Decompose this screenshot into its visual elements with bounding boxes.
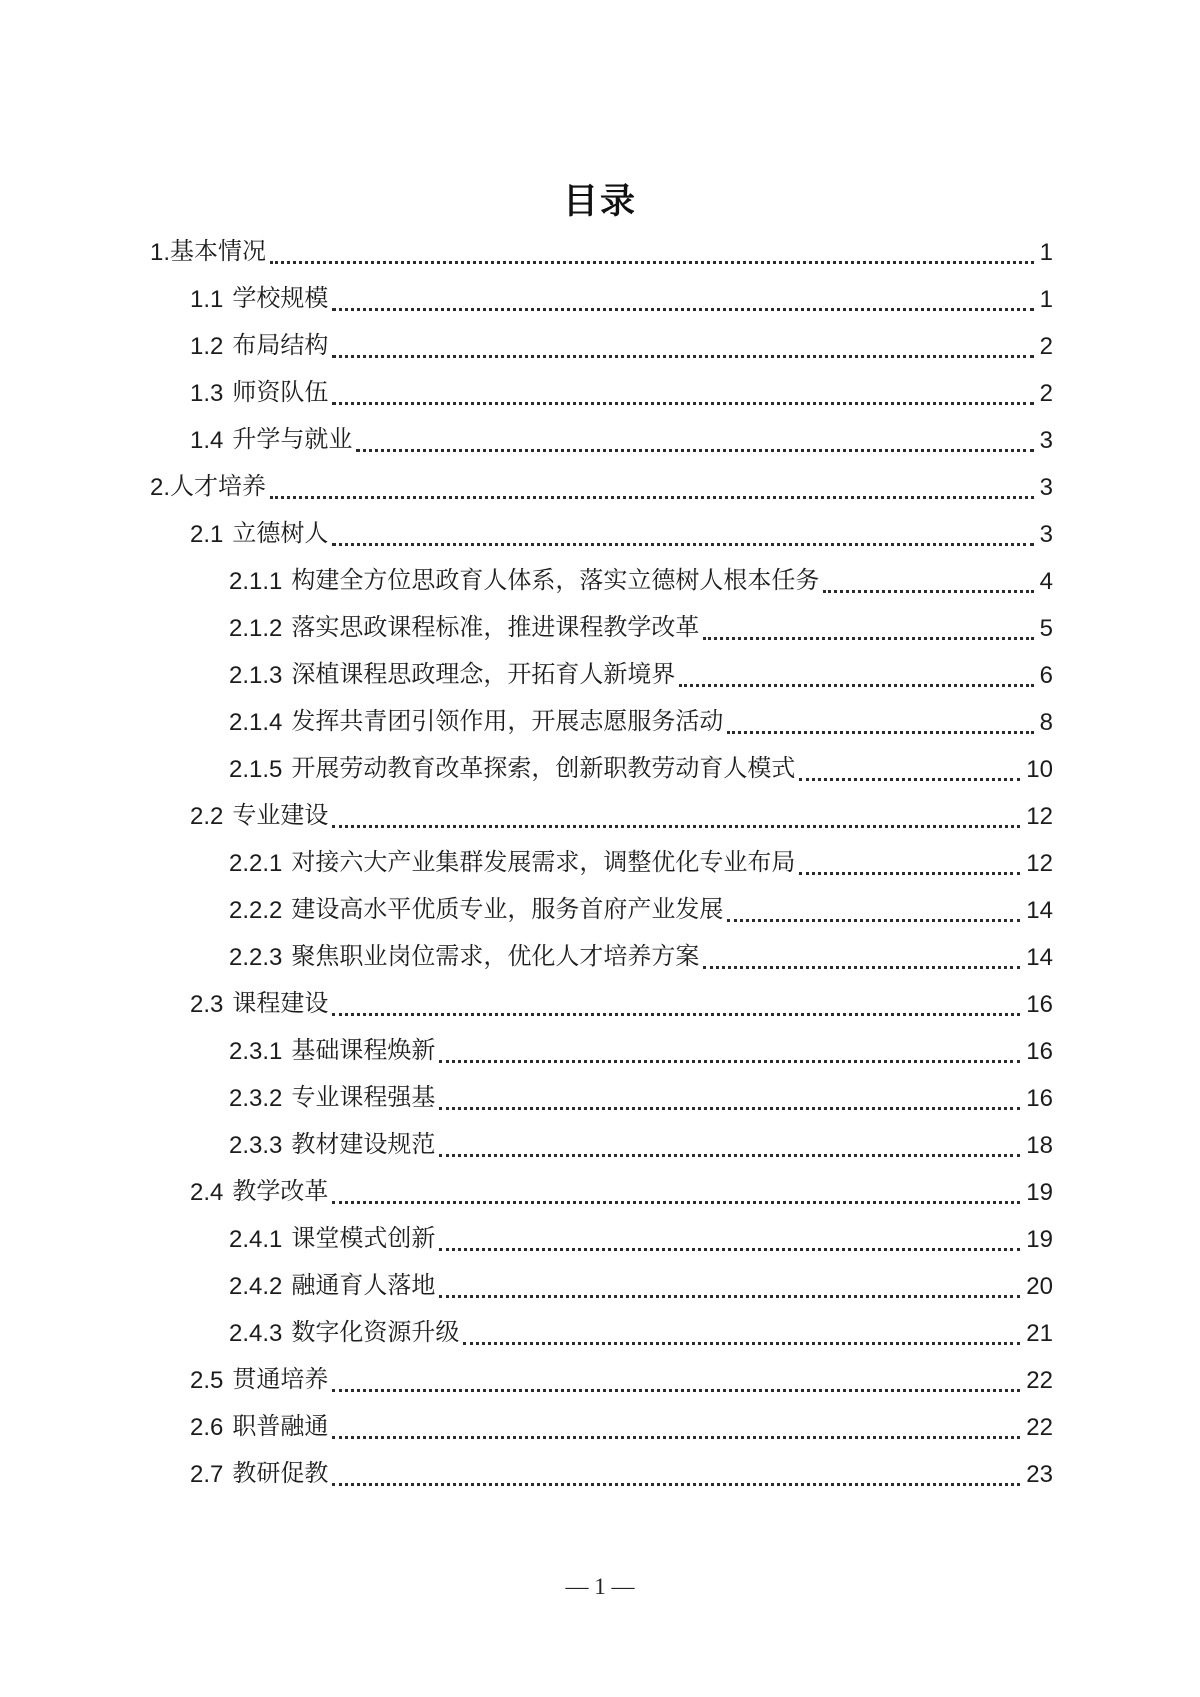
dot-leader <box>332 1404 1020 1451</box>
toc-entry-label: 课堂模式创新 <box>291 1226 436 1252</box>
toc-entry-number: 1.3 <box>190 380 224 407</box>
toc-entry[interactable] <box>150 323 1053 370</box>
dot-leader <box>332 323 1033 370</box>
toc-entry-page-number: 1 <box>1039 239 1053 266</box>
toc-entry-page-number: 3 <box>1039 427 1053 454</box>
toc-entry-label: 专业建设 <box>232 803 329 829</box>
toc-entry-label: 建设高水平优质专业，服务首府产业发展 <box>291 897 724 923</box>
toc-entry-label: 构建全方位思政育人体系，落实立德树人根本任务 <box>291 568 820 594</box>
dot-leader <box>332 1357 1020 1404</box>
toc-entry-page-number: 22 <box>1026 1414 1053 1441</box>
toc-entry-page-number: 2 <box>1039 380 1053 407</box>
toc-entry-label: 融通育人落地 <box>291 1273 436 1299</box>
dot-leader <box>332 793 1020 840</box>
dot-leader <box>799 746 1020 793</box>
toc-entry[interactable] <box>150 746 1053 793</box>
dot-leader <box>463 1310 1020 1357</box>
toc-entry-number: 2.1.1 <box>229 568 283 595</box>
toc-entry-page-number: 20 <box>1026 1273 1053 1300</box>
toc-entry[interactable] <box>150 1357 1053 1404</box>
toc-entry-label: 教材建设规范 <box>291 1132 436 1158</box>
toc-entry-page-number: 18 <box>1026 1132 1053 1159</box>
toc-entry-number: 2.4.3 <box>229 1320 283 1347</box>
toc-entry-label: 数字化资源升级 <box>291 1320 460 1346</box>
toc-entry-label: 落实思政课程标准，推进课程教学改革 <box>291 615 700 641</box>
dot-leader <box>270 229 1034 276</box>
toc-entry-page-number: 16 <box>1026 991 1053 1018</box>
toc-entry-label: 布局结构 <box>232 333 329 359</box>
toc-entry-number: 2.3.3 <box>229 1132 283 1159</box>
toc-entry-number: 1.1 <box>190 286 224 313</box>
toc-entry-label: 师资队伍 <box>232 380 329 406</box>
dot-leader <box>439 1075 1020 1122</box>
toc-entry-number: 2.4 <box>190 1179 224 1206</box>
toc-entry-page-number: 12 <box>1026 850 1053 877</box>
toc-entry-number: 2.2.3 <box>229 944 283 971</box>
toc-entry-number: 2.2.2 <box>229 897 283 924</box>
toc-list <box>150 229 1053 1498</box>
toc-entry-number: 2.6 <box>190 1414 224 1441</box>
toc-entry[interactable] <box>150 699 1053 746</box>
toc-entry-page-number: 5 <box>1039 615 1053 642</box>
toc-entry[interactable] <box>150 605 1053 652</box>
toc-entry[interactable] <box>150 1451 1053 1498</box>
toc-entry[interactable] <box>150 793 1053 840</box>
dot-leader <box>356 417 1033 464</box>
toc-entry[interactable] <box>150 1122 1053 1169</box>
toc-entry-number: 2.2.1 <box>229 850 283 877</box>
toc-entry-number: 2.1.5 <box>229 756 283 783</box>
dot-leader <box>703 934 1020 981</box>
toc-entry-label: 深植课程思政理念，开拓育人新境界 <box>291 662 676 688</box>
toc-entry[interactable] <box>150 934 1053 981</box>
toc-entry-page-number: 14 <box>1026 897 1053 924</box>
toc-entry-number: 2.5 <box>190 1367 224 1394</box>
toc-entry-page-number: 12 <box>1026 803 1053 830</box>
toc-entry-number: 2.1 <box>190 521 224 548</box>
toc-entry-page-number: 3 <box>1039 474 1053 501</box>
toc-entry-number: 2.1.2 <box>229 615 283 642</box>
dot-leader <box>332 370 1033 417</box>
toc-entry-page-number: 3 <box>1039 521 1053 548</box>
toc-entry-label: 职普融通 <box>232 1414 329 1440</box>
toc-entry[interactable] <box>150 1216 1053 1263</box>
toc-entry-number: 1.4 <box>190 427 224 454</box>
toc-entry[interactable] <box>150 464 1053 511</box>
toc-entry-label: 发挥共青团引领作用，开展志愿服务活动 <box>291 709 724 735</box>
toc-entry-page-number: 8 <box>1039 709 1053 736</box>
toc-entry[interactable] <box>150 1028 1053 1075</box>
toc-entry-label: 开展劳动教育改革探索，创新职教劳动育人模式 <box>291 756 796 782</box>
toc-entry-number: 1. <box>150 239 171 266</box>
toc-entry-number: 2.1.3 <box>229 662 283 689</box>
toc-entry-number: 2.3.2 <box>229 1085 283 1112</box>
toc-entry-page-number: 23 <box>1026 1461 1053 1488</box>
toc-entry-label: 人才培养 <box>170 474 267 500</box>
dot-leader <box>679 652 1033 699</box>
dot-leader <box>727 887 1020 934</box>
toc-entry-page-number: 4 <box>1039 568 1053 595</box>
dot-leader <box>332 981 1020 1028</box>
toc-entry-label: 教研促教 <box>232 1461 329 1487</box>
toc-entry[interactable] <box>150 1075 1053 1122</box>
footer-page-number: — 1 — <box>565 1574 635 1599</box>
toc-entry-label: 学校规模 <box>232 286 329 312</box>
toc-entry-page-number: 14 <box>1026 944 1053 971</box>
toc-entry-number: 2.2 <box>190 803 224 830</box>
dot-leader <box>823 558 1033 605</box>
toc-entry-page-number: 19 <box>1026 1226 1053 1253</box>
toc-entry-number: 2.4.1 <box>229 1226 283 1253</box>
toc-entry-number: 2.3.1 <box>229 1038 283 1065</box>
dot-leader <box>799 840 1020 887</box>
toc-entry-number: 2.7 <box>190 1461 224 1488</box>
toc-entry-label: 聚焦职业岗位需求，优化人才培养方案 <box>291 944 700 970</box>
toc-entry-label: 基础课程焕新 <box>291 1038 436 1064</box>
toc-entry[interactable] <box>150 652 1053 699</box>
page-title: 目录 <box>562 182 637 221</box>
toc-entry-label: 立德树人 <box>232 521 329 547</box>
toc-entry-number: 2.1.4 <box>229 709 283 736</box>
toc-entry-page-number: 1 <box>1039 286 1053 313</box>
toc-entry-number: 2. <box>150 474 171 501</box>
toc-entry-label: 基本情况 <box>170 239 267 265</box>
toc-entry-number: 1.2 <box>190 333 224 360</box>
toc-entry[interactable] <box>150 511 1053 558</box>
toc-entry[interactable] <box>150 1310 1053 1357</box>
toc-entry-label: 课程建设 <box>232 991 329 1017</box>
toc-entry-page-number: 16 <box>1026 1038 1053 1065</box>
toc-entry[interactable] <box>150 981 1053 1028</box>
toc-entry[interactable] <box>150 887 1053 934</box>
toc-entry[interactable] <box>150 229 1053 276</box>
toc-entry-page-number: 22 <box>1026 1367 1053 1394</box>
toc-entry-label: 贯通培养 <box>232 1367 329 1393</box>
toc-entry-page-number: 21 <box>1026 1320 1053 1347</box>
toc-entry[interactable] <box>150 1169 1053 1216</box>
dot-leader <box>332 1451 1020 1498</box>
toc-entry[interactable] <box>150 1404 1053 1451</box>
toc-entry-page-number: 2 <box>1039 333 1053 360</box>
toc-entry-label: 教学改革 <box>232 1179 329 1205</box>
toc-entry-label: 专业课程强基 <box>291 1085 436 1111</box>
dot-leader <box>439 1028 1020 1075</box>
dot-leader <box>332 276 1033 323</box>
dot-leader <box>332 1169 1020 1216</box>
dot-leader <box>727 699 1033 746</box>
toc-entry-label: 升学与就业 <box>232 427 353 453</box>
dot-leader <box>439 1122 1020 1169</box>
toc-entry-page-number: 10 <box>1026 756 1053 783</box>
toc-entry-label: 对接六大产业集群发展需求，调整优化专业布局 <box>291 850 796 876</box>
toc-entry[interactable] <box>150 558 1053 605</box>
toc-entry[interactable] <box>150 417 1053 464</box>
toc-entry-page-number: 6 <box>1039 662 1053 689</box>
toc-entry-page-number: 16 <box>1026 1085 1053 1112</box>
toc-entry[interactable] <box>150 370 1053 417</box>
toc-entry-number: 2.4.2 <box>229 1273 283 1300</box>
toc-entry-number: 2.3 <box>190 991 224 1018</box>
toc-entry-page-number: 19 <box>1026 1179 1053 1206</box>
toc-entry[interactable] <box>150 276 1053 323</box>
toc-entry[interactable] <box>150 1263 1053 1310</box>
dot-leader <box>332 511 1033 558</box>
toc-entry[interactable] <box>150 840 1053 887</box>
dot-leader <box>703 605 1033 652</box>
dot-leader <box>439 1263 1020 1310</box>
dot-leader <box>439 1216 1020 1263</box>
dot-leader <box>270 464 1034 511</box>
